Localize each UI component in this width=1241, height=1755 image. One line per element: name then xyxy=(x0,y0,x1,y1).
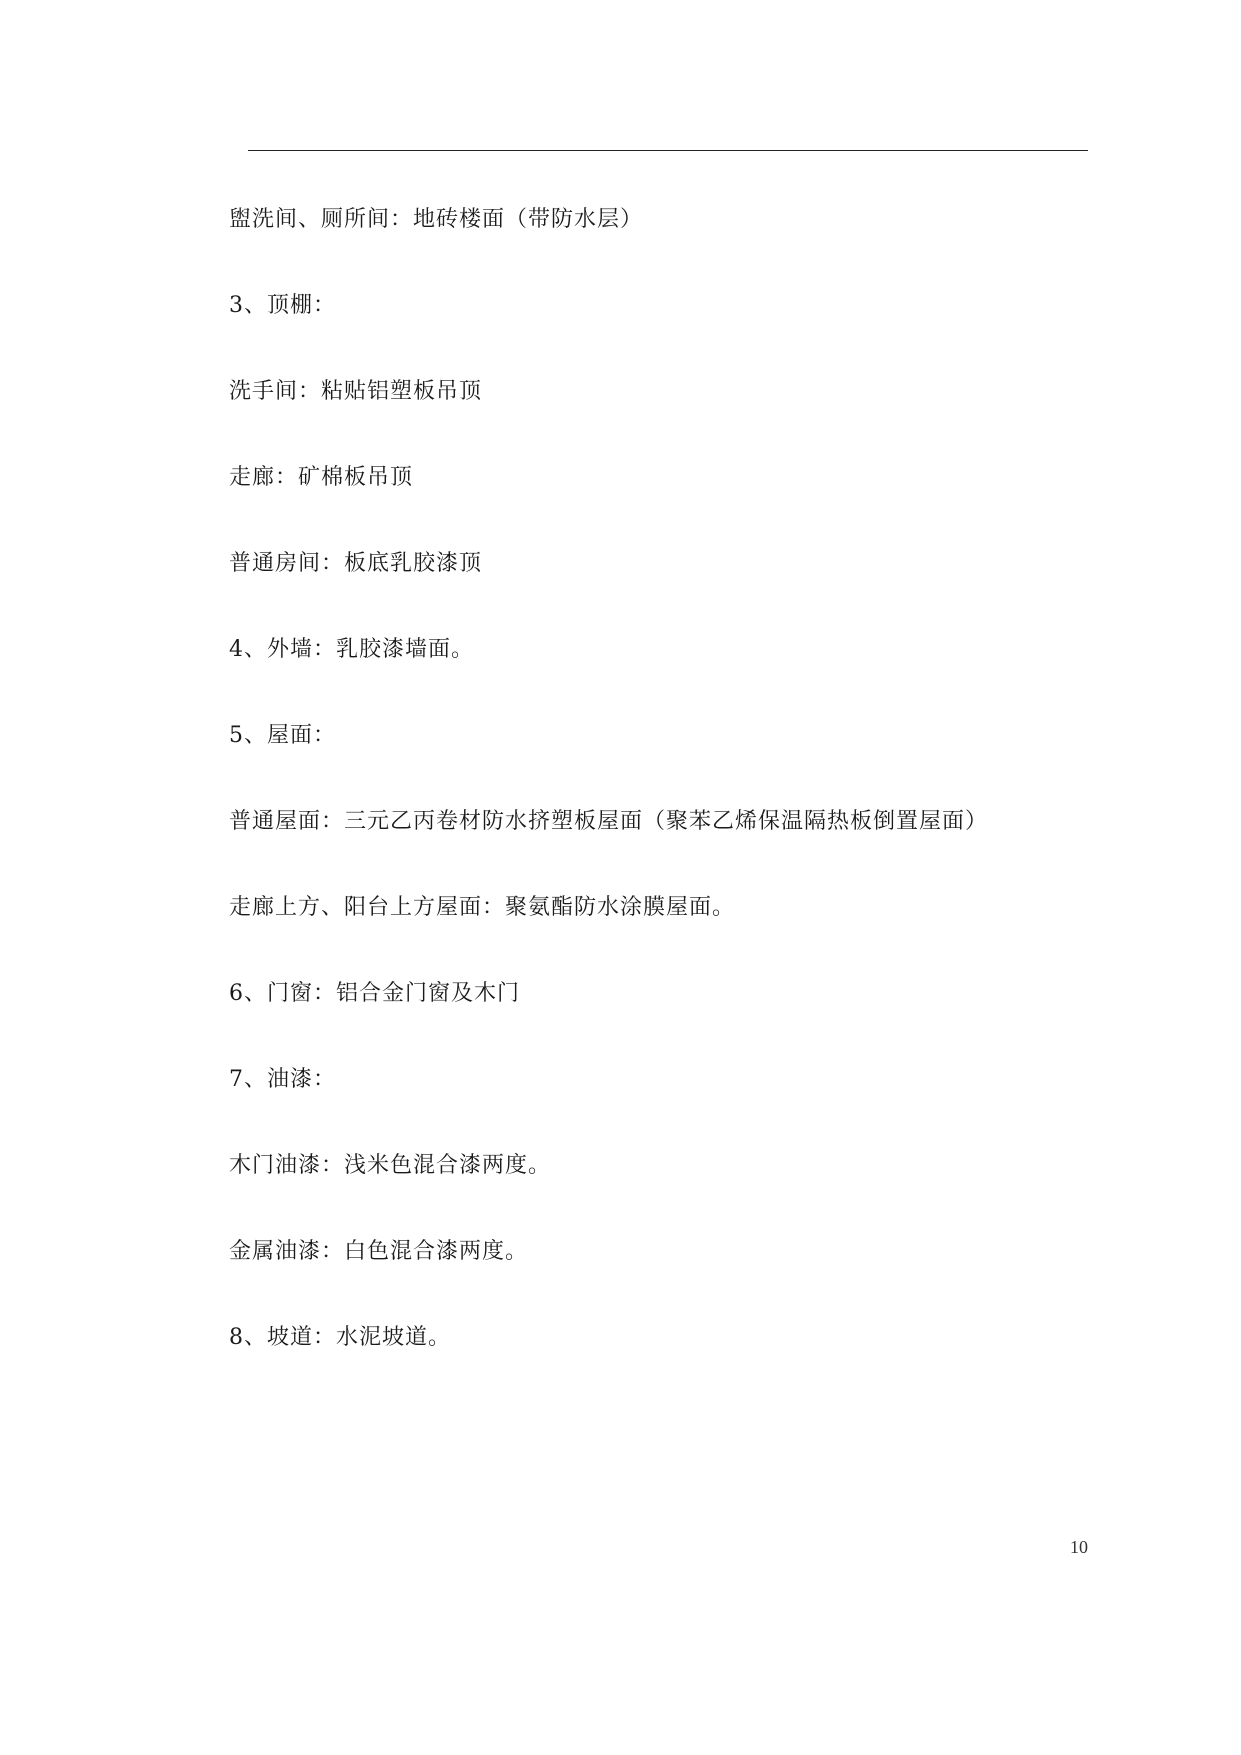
text-line-restroom-ceiling: 洗手间：粘贴铝塑板吊顶 xyxy=(229,379,483,404)
text-line-roof-heading: 5、屋面： xyxy=(229,723,336,748)
text-line-room-ceiling: 普通房间：板底乳胶漆顶 xyxy=(229,551,483,576)
text-line-metal-paint: 金属油漆：白色混合漆两度。 xyxy=(229,1239,529,1264)
text-line-wood-door-paint: 木门油漆：浅米色混合漆两度。 xyxy=(229,1153,552,1178)
text-line-exterior-wall: 4、外墙：乳胶漆墙面。 xyxy=(229,637,474,662)
text-line-ramp: 8、坡道：水泥坡道。 xyxy=(229,1325,451,1350)
text-line-corridor-ceiling: 走廊：矿棉板吊顶 xyxy=(229,465,414,490)
text-line-ceiling-heading: 3、顶棚： xyxy=(229,293,336,318)
header-rule xyxy=(248,150,1088,151)
text-line-normal-roof: 普通屋面：三元乙丙卷材防水挤塑板屋面（聚苯乙烯保温隔热板倒置屋面） xyxy=(229,809,989,834)
text-line-washroom-floor: 盥洗间、厕所间：地砖楼面（带防水层） xyxy=(229,207,644,232)
page-number: 10 xyxy=(1070,1537,1088,1557)
text-line-paint-heading: 7、油漆： xyxy=(229,1067,336,1092)
text-line-corridor-balcony-roof: 走廊上方、阳台上方屋面：聚氨酯防水涂膜屋面。 xyxy=(229,895,736,920)
document-body xyxy=(229,205,1129,1409)
text-line-doors-windows: 6、门窗：铝合金门窗及木门 xyxy=(229,981,520,1006)
